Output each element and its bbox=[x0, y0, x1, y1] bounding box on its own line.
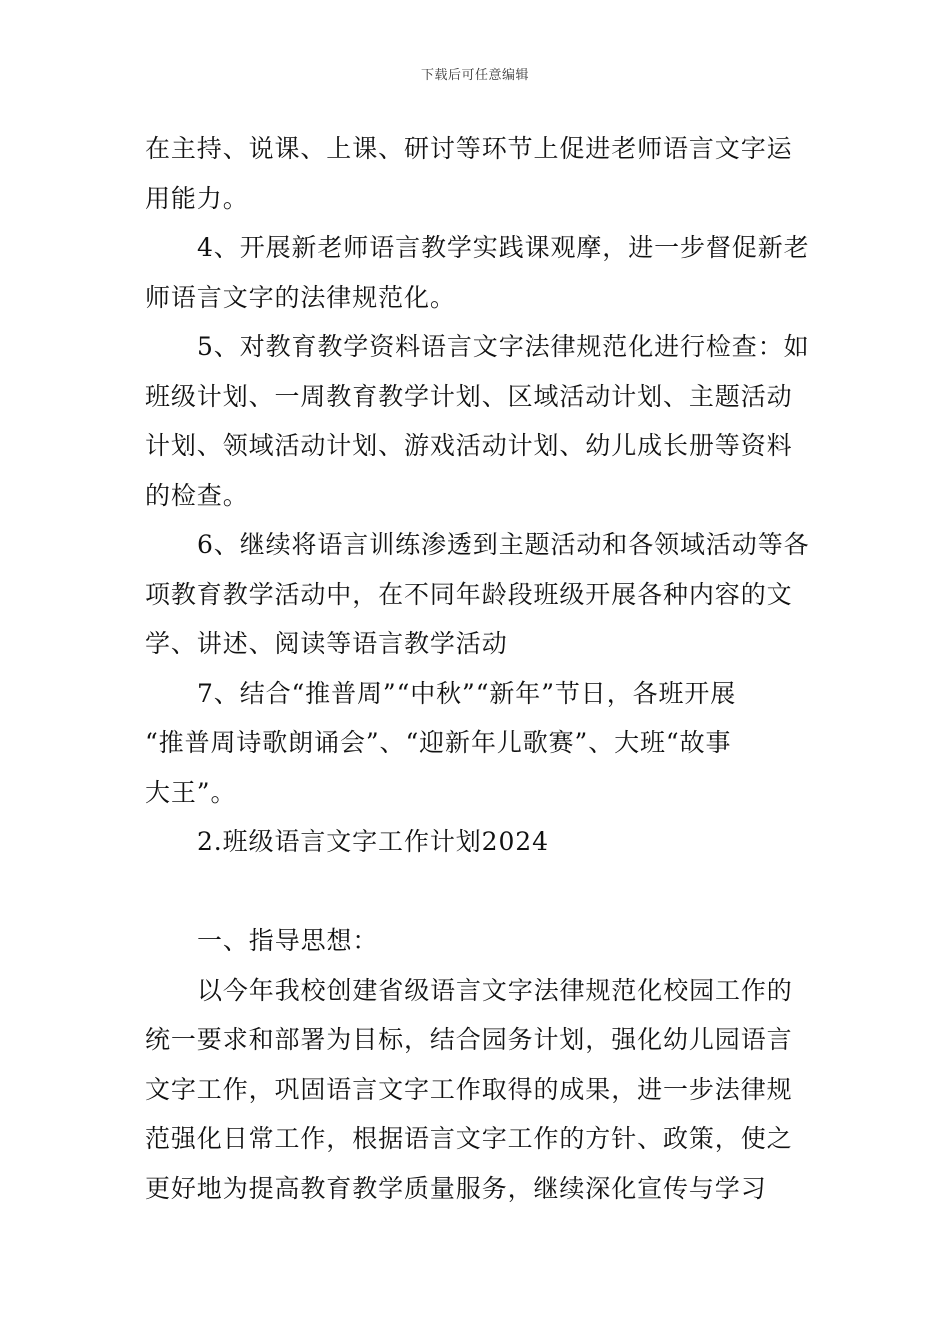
text-line: 项教育教学活动中，在不同年龄段班级开展各种内容的文 bbox=[145, 579, 793, 609]
text-line: 范强化日常工作，根据语言文字工作的方针、政策，使之 bbox=[145, 1124, 793, 1153]
paragraph-start: 以今年我校创建省级语言文字法律规范化校园工作的 bbox=[197, 975, 793, 1005]
text-line: 文字工作，巩固语言文字工作取得的成果，进一步法律规 bbox=[145, 1074, 793, 1104]
text-line: 用能力。 bbox=[145, 183, 249, 213]
text-line: 计划、领域活动计划、游戏活动计划、幼儿成长册等资料 bbox=[145, 431, 793, 460]
section-heading: 一、指导思想： bbox=[197, 926, 379, 955]
list-item-5: 5、对教育教学资料语言文字法律规范化进行检查：如 bbox=[197, 332, 810, 361]
text-line: 统一要求和部署为目标，结合园务计划，强化幼儿园语言 bbox=[145, 1025, 793, 1054]
text-line: 学、讲述、阅读等语言教学活动 bbox=[145, 629, 508, 658]
list-item-6: 6、继续将语言训练渗透到主题活动和各领域活动等各 bbox=[197, 530, 810, 559]
document-body bbox=[145, 124, 810, 1213]
text-line: 班级计划、一周教育教学计划、区域活动计划、主题活动 bbox=[145, 381, 793, 411]
text-line: 更好地为提高教育教学质量服务，继续深化宣传与学习 bbox=[145, 1173, 767, 1203]
page-header: 下载后可任意编辑 bbox=[420, 68, 529, 83]
section-title: 2.班级语言文字工作计划2024 bbox=[197, 827, 549, 856]
text-line: 师语言文字的法律规范化。 bbox=[145, 282, 456, 312]
list-item-7: 7、结合“推普周”“中秋”“新年”节日，各班开展 bbox=[197, 678, 737, 708]
text-line: “推普周诗歌朗诵会”、“迎新年儿歌赛”、大班“故事 bbox=[145, 728, 732, 757]
list-item-4: 4、开展新老师语言教学实践课观摩，进一步督促新老 bbox=[197, 233, 810, 262]
blank-line bbox=[145, 867, 807, 917]
text-line: 在主持、说课、上课、研讨等环节上促进老师语言文字运 bbox=[145, 134, 793, 163]
text-line: 大王”。 bbox=[145, 777, 237, 807]
text-line: 的检查。 bbox=[145, 480, 249, 510]
